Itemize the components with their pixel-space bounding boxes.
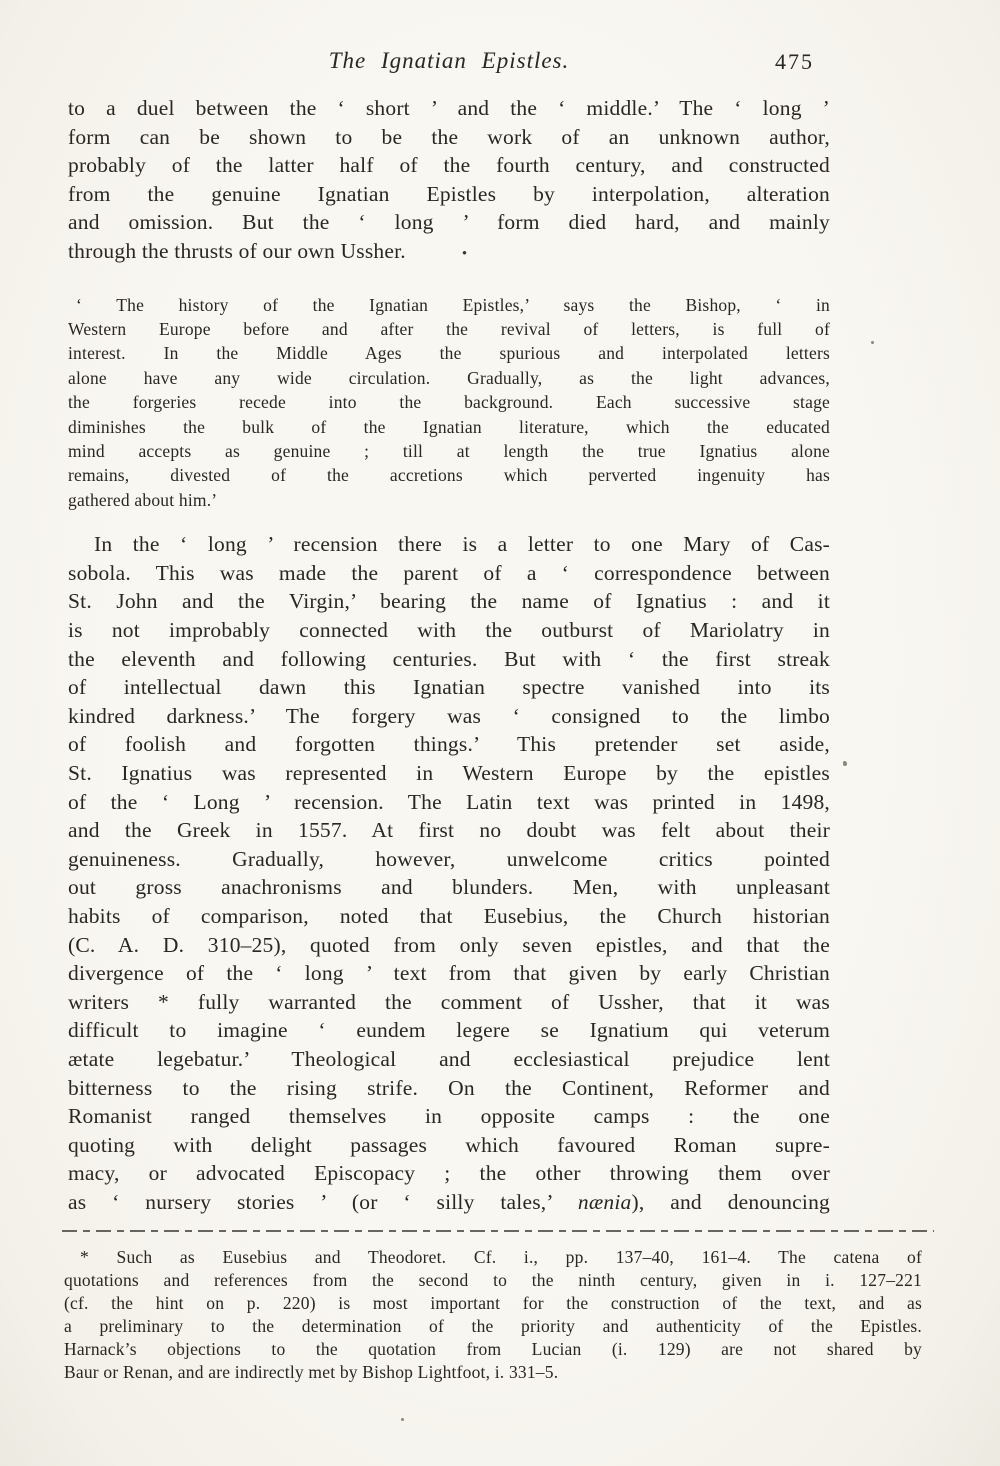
opening-paragraph [68, 94, 830, 269]
text-line: St. Ignatius was represented in Western Europe by the epistles [68, 760, 830, 785]
text-line: sobola. This was made the parent of a ‘ correspondence between [68, 560, 830, 585]
text-line: of foolish and forgotten things.’ This pretender set aside, [68, 732, 830, 757]
text-line: a preliminary to the determination of the priority and authenticity of the Epistles. [64, 1316, 922, 1336]
text-line: quotations and references from the second to the ninth century, given in i. 127–221 [64, 1270, 922, 1290]
footnote [64, 1246, 922, 1384]
ink-mark: • [461, 245, 468, 262]
italic-text: nænia [577, 1189, 632, 1214]
text-line: to a duel between the ‘ short ’ and the ‘ middle.’ The ‘ long ’ [68, 96, 830, 120]
text-line: form can be shown to be the work of an unknown author, [68, 124, 830, 149]
text-line: (cf. the hint on p. 220) is most important for the construction of the text, and as [64, 1293, 922, 1313]
text-line: mind accepts as genuine ; till at length the true Ignatius alone [68, 441, 830, 461]
text-line: St. John and the Virgin,’ bearing the name of Ignatius : and it [68, 589, 830, 614]
page-number: 475 [775, 49, 814, 74]
page-header [68, 48, 830, 82]
text-line: writers * fully warranted the comment of Ussher, that it was [68, 989, 830, 1014]
text-line: (C. A. D. 310–25), quoted from only seven epistles, and that the [68, 932, 830, 957]
text-line: Baur or Renan, and are indirectly met by Bishop Lightfoot, i. 331–5. [64, 1362, 559, 1382]
text-line: Romanist ranged themselves in opposite camps : the one [68, 1104, 830, 1129]
text-line: kindred darkness.’ The forgery was ‘ consigned to the limbo [68, 703, 830, 728]
text-line: the eleventh and following centuries. But with ‘ the first streak [68, 646, 830, 671]
running-title: The Ignatian Epistles. [328, 48, 570, 73]
text-line: remains, divested of the accretions which perverted ingenuity has [68, 465, 830, 486]
text-line: interest. In the Middle Ages the spurious and interpolated letters [68, 343, 830, 364]
text-line: genuineness. Gradually, however, unwelcome critics pointed [68, 846, 830, 871]
ink-speck [871, 341, 874, 344]
text-line: habits of comparison, noted that Eusebius, the Church historian [68, 903, 830, 928]
text-line: bitterness to the rising strife. On the Continent, Reformer and [68, 1075, 830, 1100]
text-line: * Such as Eusebius and Theodoret. Cf. i., pp. 137–40, 161–4. The catena of [80, 1247, 922, 1267]
text-line: difficult to imagine ‘ eundem legere se Ignatium qui veterum [68, 1018, 830, 1043]
text-line: In the ‘ long ’ recension there is a letter to one Mary of Cas- [94, 532, 830, 557]
footnote-rule [62, 1230, 934, 1232]
text-line: Western Europe before and after the revival of letters, is full of [68, 318, 830, 339]
ink-speck [843, 761, 847, 766]
text-line: of the ‘ Long ’ recension. The Latin text was printed in 1498, [68, 789, 830, 814]
text-line: macy, or advocated Episcopacy ; the other throwing them over [68, 1161, 830, 1186]
text-line: ætate legebatur.’ Theological and ecclesiastical prejudice lent [68, 1046, 830, 1071]
text-line: alone have any wide circulation. Gradually, as the light advances, [68, 367, 830, 388]
text-line: out gross anachronisms and blunders. Men, with unpleasant [68, 875, 830, 900]
text-line: as ‘ nursery stories ’ (or ‘ silly tales,’ nænia), and denouncing [68, 1189, 830, 1214]
text-line: from the genuine Ignatian Epistles by interpolation, alteration [68, 181, 830, 206]
text-line: of intellectual dawn this Ignatian spectre vanished into its [68, 675, 830, 700]
text-line: gathered about him.’ [68, 489, 218, 510]
ink-speck [401, 1418, 404, 1421]
text-line: divergence of the ‘ long ’ text from that given by early Christian [68, 961, 830, 986]
text-line: and omission. But the ‘ long ’ form died hard, and mainly [68, 210, 830, 235]
main-paragraph [68, 530, 830, 1216]
text-line: probably of the latter half of the fourth century, and constructed [68, 153, 830, 178]
text-line: quoting with delight passages which favoured Roman supre- [68, 1132, 830, 1157]
block-quotation [68, 293, 830, 513]
text-line: and the Greek in 1557. At first no doubt was felt about their [68, 818, 830, 843]
text-line: the forgeries recede into the background. Each successive stage [68, 392, 830, 413]
text-line: is not improbably connected with the outburst of Mariolatry in [68, 618, 830, 642]
text-block [68, 94, 830, 1216]
text-line: through the thrusts of our own Ussher. • [68, 238, 468, 263]
text-line: Harnack’s objections to the quotation from Lucian (i. 129) are not shared by [64, 1339, 922, 1359]
text-line: ‘ The history of the Ignatian Epistles,’ says the Bishop, ‘ in [76, 294, 830, 315]
text-line: diminishes the bulk of the Ignatian literature, which the educated [68, 416, 830, 437]
